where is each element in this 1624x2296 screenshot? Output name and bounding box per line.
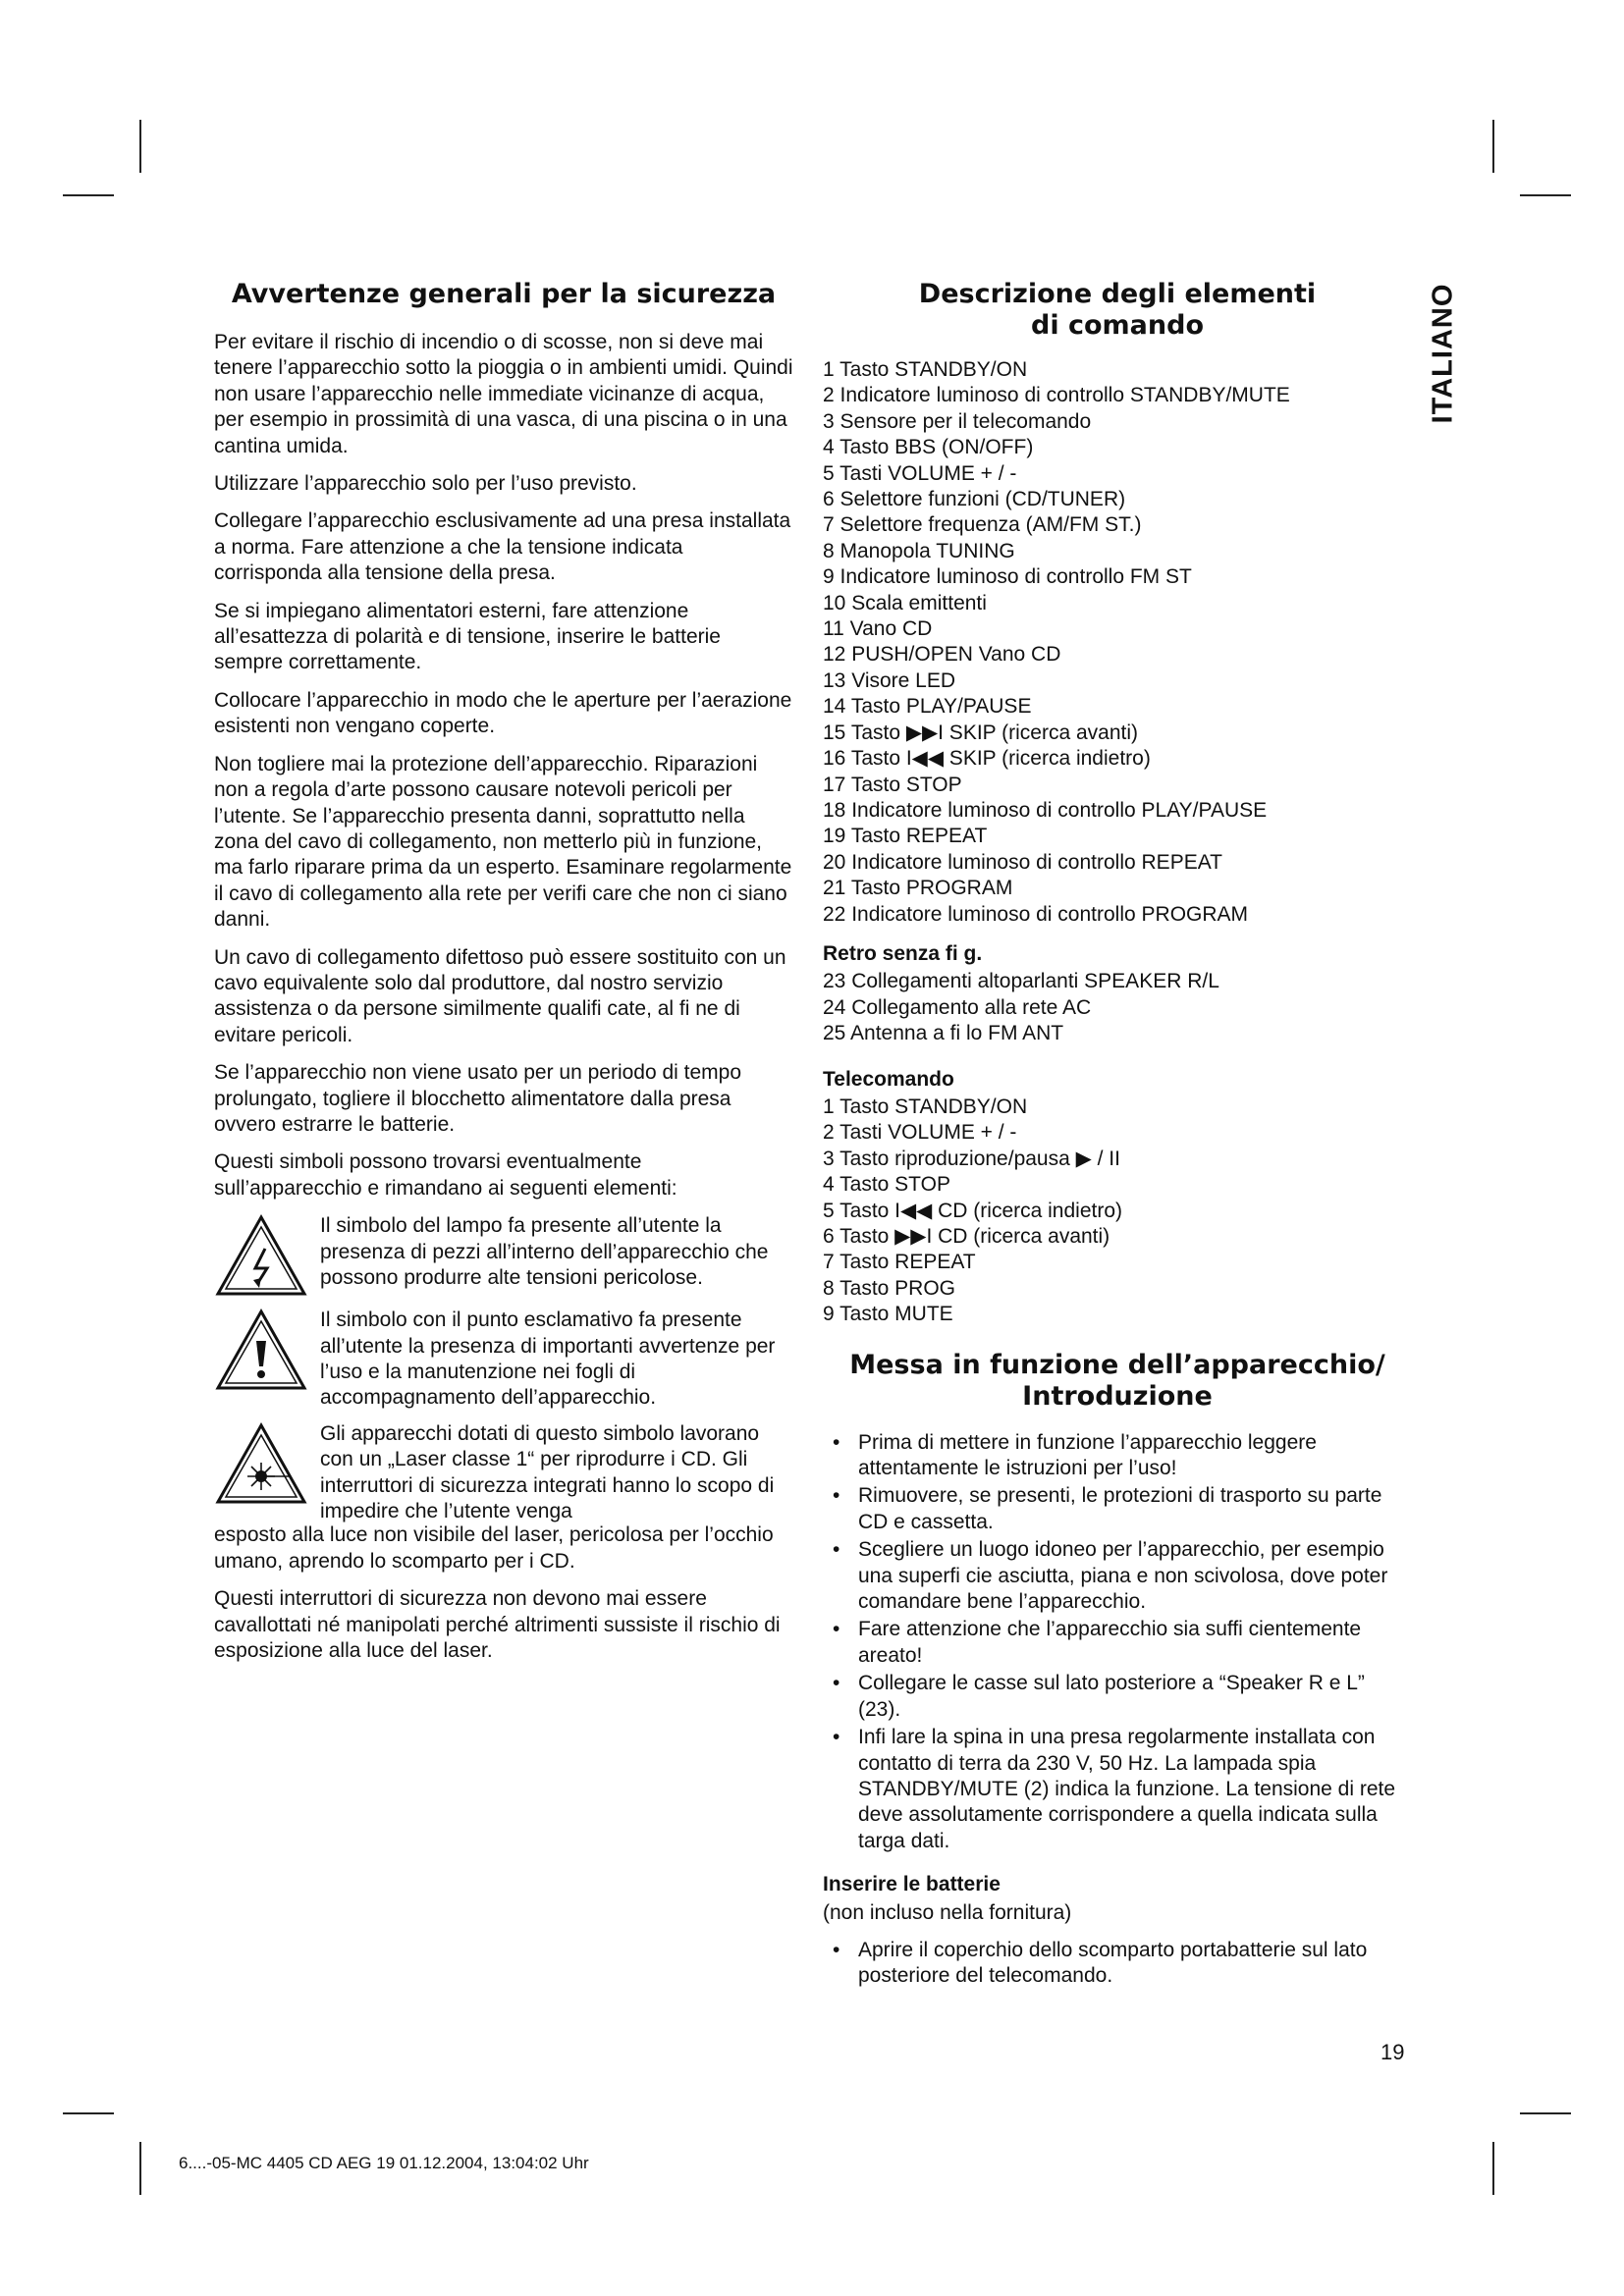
list-item: 14 Tasto PLAY/PAUSE bbox=[823, 695, 1032, 719]
battery-note: (non incluso nella fornitura) bbox=[823, 1900, 1072, 1924]
rear-list bbox=[823, 969, 1412, 1046]
safety-paragraph: Per evitare il rischio di incendio o di scosse, non si deve mai tenere l’apparecchio sotto la pioggia o in ambienti umidi. Quindi non usare l’apparecchio nelle immediate vicinanze di acqua, per esempio in prossimità di una vasca, di una piscina o in una cantina umida. bbox=[214, 331, 793, 457]
laser-symbol-text: Gli apparecchi dotati di questo simbolo lavorano con un „Laser classe 1“ per riprodurre i CD. Gli interruttori di sicurezza integrati hanno lo scopo di impedire che l’utente venga bbox=[320, 1421, 775, 1523]
language-tab bbox=[1422, 275, 1465, 432]
battery-list bbox=[823, 1938, 1412, 1990]
list-item: 6 Selettore funzioni (CD/TUNER) bbox=[823, 488, 1126, 511]
list-item: 22 Indicatore luminoso di controllo PROGRAM bbox=[823, 902, 1249, 926]
safety-paragraph: Se l’apparecchio non viene usato per un periodo di tempo prolungato, togliere il blocchetto alimentatore dalla presa ovvero estrarre le batterie. bbox=[214, 1061, 742, 1136]
print-footer: 6....-05-MC 4405 CD AEG 19 01.12.2004, 13:04:02 Uhr bbox=[179, 2154, 589, 2172]
crop-mark bbox=[1492, 120, 1494, 173]
safety-paragraph: Un cavo di collegamento difettoso può essere sostituito con un cavo equivalente solo dal produttore, dal nostro servizio assistenza o da persone similmente qualifi cate, al fi ne di evitare pericoli. bbox=[214, 945, 786, 1046]
list-item: • Prima di mettere in funzione l’apparecchio leggere attentamente le istruzioni per l’uso! bbox=[823, 1430, 1412, 1482]
list-item: 4 Tasto STOP bbox=[823, 1173, 950, 1197]
list-item: 24 Collegamento alla rete AC bbox=[823, 995, 1092, 1019]
crop-mark bbox=[1520, 2112, 1571, 2114]
list-item: 2 Indicatore luminoso di controllo STANDBY/MUTE bbox=[823, 384, 1290, 407]
battery-title: Inserire le batterie bbox=[823, 1873, 1001, 1896]
exclamation-symbol-row bbox=[214, 1308, 793, 1412]
list-item: 4 Tasto BBS (ON/OFF) bbox=[823, 436, 1034, 459]
laser-warning-icon bbox=[214, 1421, 308, 1506]
list-item: 7 Selettore frequenza (AM/FM ST.) bbox=[823, 513, 1142, 537]
setup-title-line1: Messa in funzione dell’apparecchio/ bbox=[849, 1349, 1385, 1380]
list-item: • Fare attenzione che l’apparecchio sia suffi cientemente areato! bbox=[823, 1617, 1412, 1669]
exclamation-warning-icon bbox=[214, 1308, 308, 1392]
list-item: 15 Tasto ▶▶I SKIP (ricerca avanti) bbox=[823, 721, 1138, 744]
safety-section bbox=[214, 279, 793, 1676]
list-item: 16 Tasto I◀◀ SKIP (ricerca indietro) bbox=[823, 747, 1151, 771]
list-item: • Aprire il coperchio dello scomparto portabatterie sul lato posteriore del telecomando. bbox=[823, 1938, 1412, 1990]
list-item: 10 Scala emittenti bbox=[823, 591, 987, 614]
safety-paragraph: Se si impiegano alimentatori esterni, fare attenzione all’esattezza di polarità e di tensione, inserire le batterie sempre correttamente. bbox=[214, 599, 721, 674]
controls-title-line1: Descrizione degli elementi bbox=[918, 279, 1317, 309]
lightning-symbol-text: Il simbolo del lampo fa presente all’utente la presenza di pezzi all’interno dell’apparecchio che possono produrre alte tensioni pericolose. bbox=[320, 1214, 769, 1289]
list-item: 2 Tasti VOLUME + / - bbox=[823, 1121, 1017, 1145]
list-item: 17 Tasto STOP bbox=[823, 773, 962, 796]
setup-title bbox=[823, 1350, 1412, 1413]
list-item: • Rimuovere, se presenti, le protezioni di trasporto su parte CD e cassetta. bbox=[823, 1483, 1412, 1535]
list-item: 9 Indicatore luminoso di controllo FM ST bbox=[823, 565, 1192, 589]
list-item: • Collegare le casse sul lato posteriore a “Speaker R e L” (23). bbox=[823, 1671, 1412, 1723]
laser-symbol-row bbox=[214, 1421, 793, 1525]
list-item: • Infi lare la spina in una presa regolarmente installata con contatto di terra da 230 V, 50 Hz. La lampada spia STANDBY/MUTE (2) indica la funzione. La tensione di rete deve assolutamente corrispondere a quella indicata sulla targa dati. bbox=[823, 1725, 1412, 1854]
setup-list bbox=[823, 1430, 1412, 1855]
safety-title: Avvertenze generali per la sicurezza bbox=[231, 279, 777, 309]
list-item: 3 Tasto riproduzione/pausa ▶ / II bbox=[823, 1147, 1120, 1170]
list-item: 5 Tasti VOLUME + / - bbox=[823, 461, 1017, 485]
remote-list bbox=[823, 1095, 1412, 1328]
page-number: 19 bbox=[1380, 2040, 1405, 2064]
list-item: 1 Tasto STANDBY/ON bbox=[823, 358, 1028, 381]
list-item: 19 Tasto REPEAT bbox=[823, 825, 988, 848]
list-item: 3 Sensore per il telecomando bbox=[823, 409, 1092, 433]
list-item: 5 Tasto I◀◀ CD (ricerca indietro) bbox=[823, 1199, 1123, 1222]
setup-title-line2: Introduzione bbox=[1022, 1380, 1213, 1412]
safety-final-paragraph: Questi interruttori di sicurezza non devono mai essere cavallottati né manipolati perché altrimenti sussiste il rischio di esposizione alla luce del laser. bbox=[214, 1587, 781, 1663]
controls-section bbox=[823, 279, 1412, 2002]
list-item: • Scegliere un luogo idoneo per l’apparecchio, per esempio una superfi cie asciutta, piana e non scivolosa, dove poter comandare bene l’apparecchio. bbox=[823, 1537, 1412, 1615]
list-item: 11 Vano CD bbox=[823, 617, 933, 641]
list-item: 1 Tasto STANDBY/ON bbox=[823, 1095, 1028, 1118]
rear-title: Retro senza fi g. bbox=[823, 941, 983, 965]
crop-mark bbox=[1520, 194, 1571, 196]
crop-mark bbox=[63, 194, 114, 196]
controls-title-line2: di comando bbox=[1031, 310, 1204, 341]
safety-paragraph: Collegare l’apparecchio esclusivamente ad una presa installata a norma. Fare attenzione a che la tensione indicata corrisponda alla tensione della presa. bbox=[214, 509, 791, 585]
language-label: ITALIANO bbox=[1427, 283, 1459, 424]
lightning-warning-icon bbox=[214, 1213, 308, 1298]
list-item: 21 Tasto PROGRAM bbox=[823, 877, 1013, 900]
list-item: 9 Tasto MUTE bbox=[823, 1303, 953, 1326]
list-item: 25 Antenna a fi lo FM ANT bbox=[823, 1022, 1064, 1045]
lightning-symbol-row bbox=[214, 1213, 793, 1298]
list-item: 13 Visore LED bbox=[823, 668, 956, 692]
list-item: 8 Manopola TUNING bbox=[823, 539, 1015, 562]
list-item: 7 Tasto REPEAT bbox=[823, 1251, 976, 1274]
safety-paragraph: Collocare l’apparecchio in modo che le aperture per l’aerazione esistenti non vengano coperte. bbox=[214, 688, 792, 738]
safety-paragraph: Utilizzare l’apparecchio solo per l’uso previsto. bbox=[214, 472, 637, 496]
list-item: 8 Tasto PROG bbox=[823, 1276, 956, 1300]
crop-mark bbox=[139, 2142, 141, 2195]
controls-list bbox=[823, 357, 1412, 928]
laser-symbol-text-continued: esposto alla luce non visibile del laser, pericolosa per l’occhio umano, aprendo lo scomparto per i CD. bbox=[214, 1523, 774, 1573]
exclamation-symbol-text: Il simbolo con il punto esclamativo fa presente all’utente la presenza di importanti avvertenze per l’uso e la manutenzione nei fogli di accompagnamento dell’apparecchio. bbox=[320, 1308, 776, 1410]
list-item: 20 Indicatore luminoso di controllo REPEAT bbox=[823, 850, 1222, 874]
crop-mark bbox=[63, 2112, 114, 2114]
crop-mark bbox=[139, 120, 141, 173]
list-item: 18 Indicatore luminoso di controllo PLAY/PAUSE bbox=[823, 798, 1268, 822]
list-item: 12 PUSH/OPEN Vano CD bbox=[823, 643, 1061, 667]
list-item: 6 Tasto ▶▶I CD (ricerca avanti) bbox=[823, 1225, 1110, 1248]
safety-paragraph: Non togliere mai la protezione dell’apparecchio. Riparazioni non a regola d’arte possono causare notevoli pericoli per l’utente. Se l’apparecchio presenta danni, soprattutto nella zona del cavo di collegamento, non metterlo più in funzione, ma farlo riparare prima da un esperto. Esaminare regolarmente il cavo di collegamento alla rete per verifi care che non ci siano danni. bbox=[214, 752, 792, 932]
remote-title: Telecomando bbox=[823, 1067, 954, 1091]
controls-title bbox=[823, 279, 1412, 342]
list-item: 23 Collegamenti altoparlanti SPEAKER R/L bbox=[823, 970, 1219, 993]
crop-mark bbox=[1492, 2142, 1494, 2195]
safety-paragraph: Questi simboli possono trovarsi eventualmente sull’apparecchio e rimandano ai seguenti elementi: bbox=[214, 1150, 677, 1200]
